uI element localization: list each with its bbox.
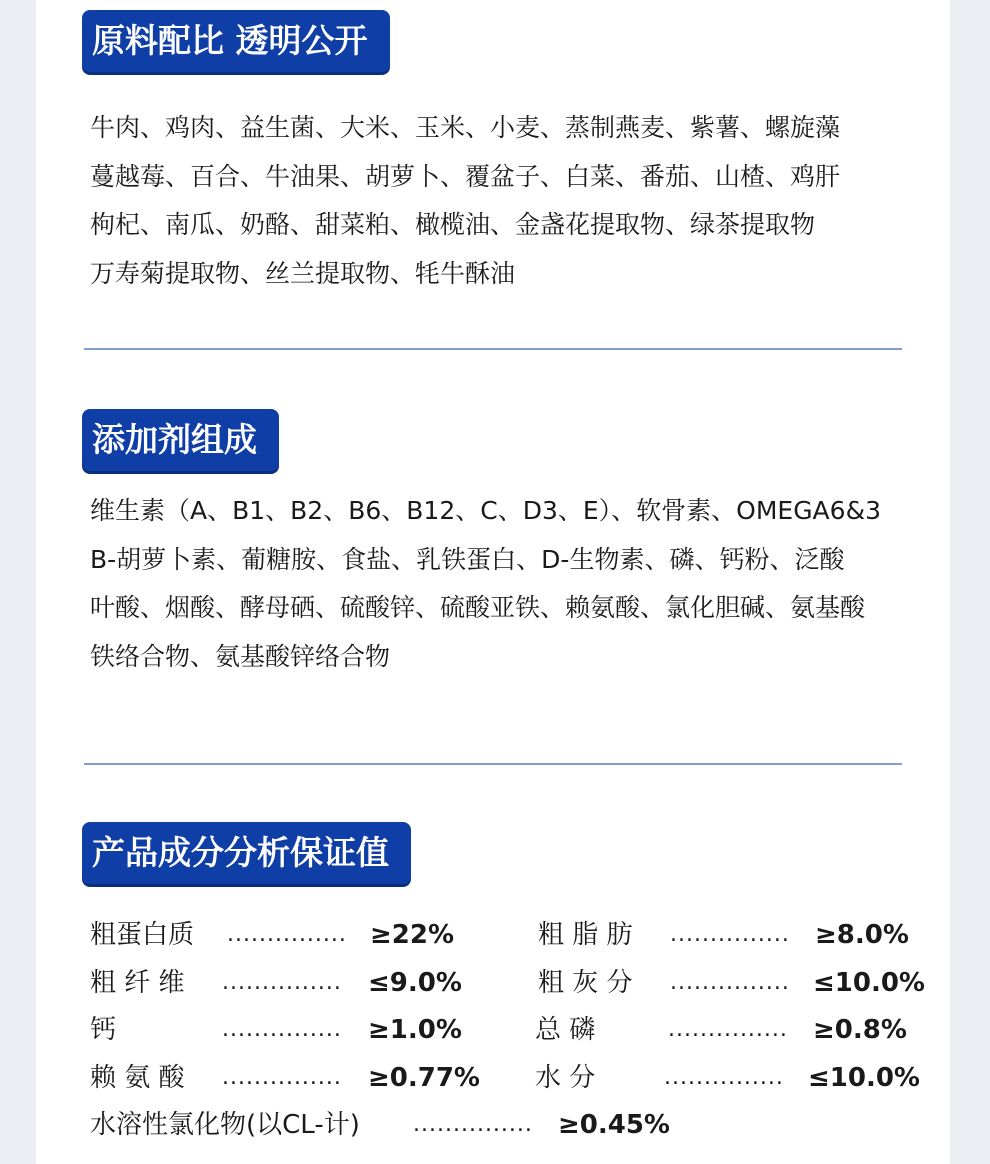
section-heading-ingredients: 原料配比 透明公开 xyxy=(82,10,390,72)
section-divider xyxy=(84,348,902,350)
ingredients-list xyxy=(90,104,950,298)
spec-leader-dots: ............... xyxy=(222,970,342,995)
additives-line: 维生素（A、B1、B2、B6、B12、C、D3、E）、软骨素、OMEGA6&3 xyxy=(90,496,881,525)
spec-leader-dots: ............... xyxy=(227,922,347,947)
spec-leader-dots: ............... xyxy=(664,1065,784,1090)
spec-label: 粗 纤 维 xyxy=(90,968,185,998)
ingredients-line: 蔓越莓、百合、牛油果、胡萝卜、覆盆子、白菜、番茄、山楂、鸡肝 xyxy=(90,161,841,191)
additives-line: 叶酸、烟酸、酵母硒、硫酸锌、硫酸亚铁、赖氨酸、氯化胆碱、氨基酸 xyxy=(90,593,866,622)
spec-row xyxy=(0,966,990,1000)
additives-line: B-胡萝卜素、葡糖胺、食盐、乳铁蛋白、D-生物素、磷、钙粉、泛酸 xyxy=(90,544,845,574)
spec-value: ≥0.8% xyxy=(813,1015,907,1045)
spec-label: 总 磷 xyxy=(535,1015,596,1045)
spec-leader-dots: ............... xyxy=(668,1017,788,1042)
spec-leader-dots: ............... xyxy=(222,1017,342,1042)
spec-leader-dots: ............... xyxy=(670,970,790,995)
section-heading-additives: 添加剂组成 xyxy=(82,409,279,471)
ingredients-line: 牛肉、鸡肉、益生菌、大米、玉米、小麦、蒸制燕麦、紫薯、螺旋藻 xyxy=(90,113,841,142)
spec-value: ≥1.0% xyxy=(368,1015,462,1045)
spec-label: 钙 xyxy=(90,1015,117,1045)
spec-value: ≤9.0% xyxy=(368,968,462,998)
spec-value: ≥22% xyxy=(370,920,455,950)
spec-label: 粗 灰 分 xyxy=(538,968,633,998)
spec-value: ≥0.77% xyxy=(368,1063,480,1093)
spec-label: 粗 脂 肪 xyxy=(538,920,633,950)
additives-line: 铁络合物、氨基酸锌络合物 xyxy=(90,641,391,671)
ingredients-line: 枸杞、南瓜、奶酪、甜菜粕、橄榄油、金盏花提取物、绿茶提取物 xyxy=(90,210,816,239)
spec-leader-dots: ............... xyxy=(413,1112,533,1137)
ingredients-line: 万寿菊提取物、丝兰提取物、牦牛酥油 xyxy=(90,258,516,288)
spec-value: ≥0.45% xyxy=(558,1110,670,1140)
spec-row xyxy=(0,1061,990,1095)
section-heading-analysis: 产品成分分析保证值 xyxy=(82,822,411,884)
spec-label: 水 分 xyxy=(535,1063,596,1093)
spec-label: 水溶性氯化物(以CL-计) xyxy=(90,1110,360,1140)
spec-value: ≥8.0% xyxy=(815,920,909,950)
spec-value: ≤10.0% xyxy=(813,968,925,998)
spec-leader-dots: ............... xyxy=(222,1065,342,1090)
spec-value: ≤10.0% xyxy=(808,1063,920,1093)
spec-row xyxy=(0,918,990,952)
spec-label: 粗蛋白质 xyxy=(90,920,195,950)
spec-label: 赖 氨 酸 xyxy=(90,1063,185,1093)
spec-row xyxy=(0,1108,990,1142)
additives-list xyxy=(90,487,950,681)
spec-leader-dots: ............... xyxy=(670,922,790,947)
spec-row xyxy=(0,1013,990,1047)
section-divider xyxy=(84,763,902,765)
